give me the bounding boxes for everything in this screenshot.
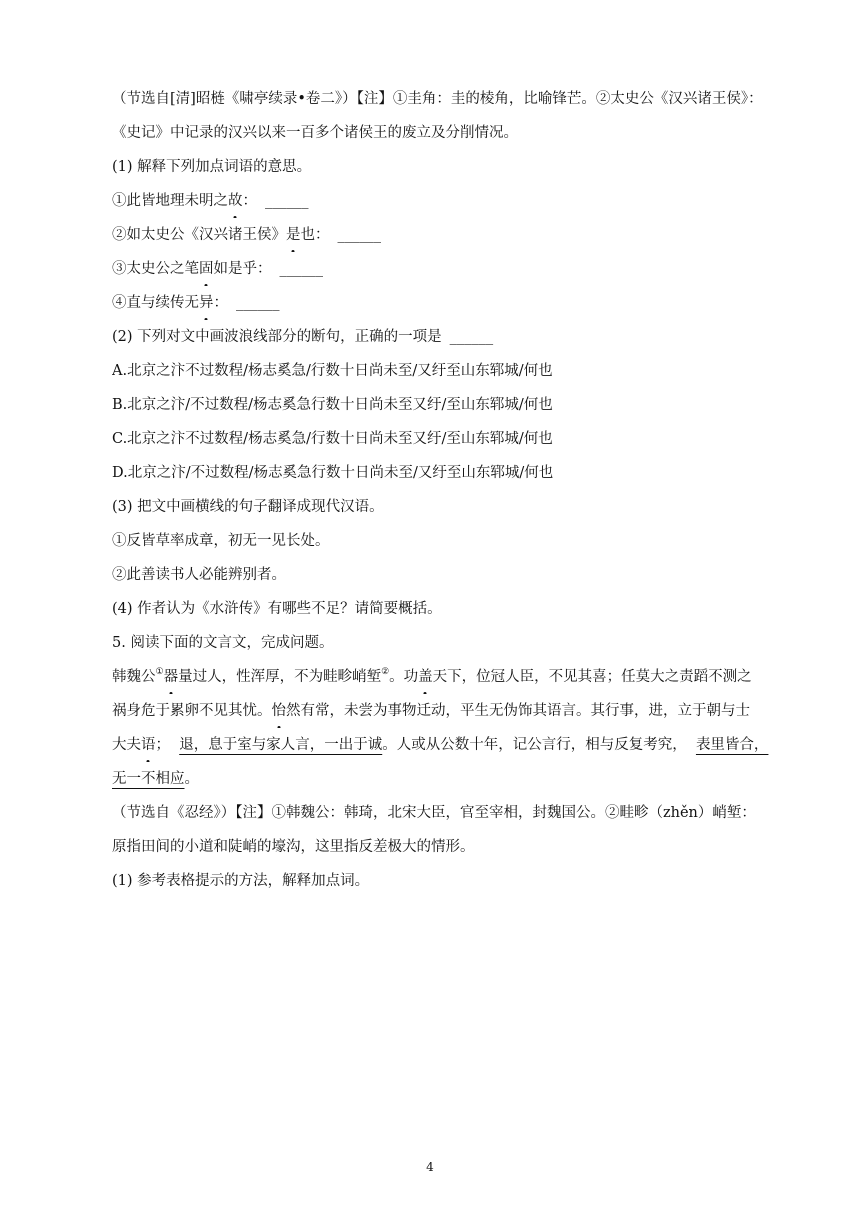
question-4-stem: (4) 作者认为《水浒传》有哪些不足？请简要概括。 bbox=[112, 601, 442, 617]
answer-blank: ______ bbox=[449, 329, 494, 345]
page-number: 4 bbox=[426, 1160, 434, 1174]
question-1-item-4: ④直与续传无异： ______ bbox=[112, 286, 778, 320]
passage-line-2: 祸身危于累卵不见其忧。怡然有常，未尝为事物迁动，平生无伪饰其语言。其行事，进，立于朝与士 bbox=[112, 694, 778, 728]
dotted-word: 盖 bbox=[418, 660, 433, 694]
footnote-mark: ① bbox=[155, 667, 164, 677]
dotted-word: 语 bbox=[141, 728, 156, 762]
question-2-option-c: C.北京之汴不过数程/杨志奚急/行数十日尚未至又纡/至山东郓城/何也 bbox=[112, 431, 553, 447]
answer-blank: ______ bbox=[279, 261, 323, 277]
dotted-word: 固 bbox=[199, 252, 214, 286]
question-5-sub-1: (1) 参考表格提示的方法，解释加点词。 bbox=[112, 873, 370, 889]
underlined-sentence: 退，息于室与家人言，一出于诚 bbox=[179, 737, 383, 753]
dotted-word: 怡 bbox=[272, 694, 287, 728]
question-5-stem: 5. 阅读下面的文言文，完成问题。 bbox=[112, 635, 334, 651]
question-3-stem: (3) 把文中画横线的句子翻译成现代汉语。 bbox=[112, 499, 384, 515]
question-3-item-1: ①反皆草率成章，初无一见长处。 bbox=[112, 533, 330, 549]
dotted-word: 异 bbox=[199, 286, 214, 320]
underlined-sentence: 无一不相应 bbox=[112, 771, 185, 787]
page-content bbox=[112, 82, 778, 898]
underlined-sentence: 表里皆合， bbox=[695, 737, 769, 753]
dotted-word: 故 bbox=[228, 184, 243, 218]
answer-blank: ______ bbox=[265, 193, 309, 209]
passage-line-3: 大夫语； 退，息于室与家人言，一出于诚。人或从公数十年，记公言行，相与反复考究， 表里皆合， bbox=[112, 728, 778, 762]
source-note-line-2: 《史记》中记录的汉兴以来一百多个诸侯王的废立及分削情况。 bbox=[112, 125, 518, 141]
passage-note-line-1: （节选自《忍经》）【注】①韩魏公：韩琦，北宋大臣，官至宰相，封魏国公。②畦畛（zhěn）峭堑： bbox=[112, 805, 756, 821]
question-2-option-b: B.北京之汴/不过数程/杨志奚急行数十日尚未至又纡/至山东郓城/何也 bbox=[112, 397, 553, 413]
dotted-word: 是 bbox=[286, 218, 301, 252]
question-1-stem: (1) 解释下列加点词语的意思。 bbox=[112, 159, 312, 175]
question-2-stem: (2) 下列对文中画波浪线部分的断句，正确的一项是 ______ bbox=[112, 320, 778, 354]
answer-blank: ______ bbox=[236, 295, 280, 311]
question-1-item-2: ②如太史公《汉兴诸王侯》是也： ______ bbox=[112, 218, 778, 252]
passage-line-4: 无一不相应。 bbox=[112, 771, 199, 787]
passage-note-line-2: 原指田间的小道和陡峭的壕沟，这里指反差极大的情形。 bbox=[112, 839, 475, 855]
passage-line-1: 韩魏公①器量过人，性浑厚，不为畦畛峭堑②。功盖天下，位冠人臣，不见其喜；任莫大之责蹈不测之 bbox=[112, 660, 778, 694]
question-1-item-1: ①此皆地理未明之故： ______ bbox=[112, 184, 778, 218]
footnote-mark: ② bbox=[381, 667, 390, 677]
answer-blank: ______ bbox=[337, 227, 381, 243]
question-3-item-2: ②此善读书人必能辨别者。 bbox=[112, 567, 286, 583]
question-2-option-a: A.北京之汴不过数程/杨志奚急/行数十日尚未至/又纡至山东郓城/何也 bbox=[112, 363, 553, 379]
question-1-item-3: ③太史公之笔固如是乎： ______ bbox=[112, 252, 778, 286]
question-2-option-d: D.北京之汴/不过数程/杨志奚急行数十日尚未至/又纡至山东郓城/何也 bbox=[112, 465, 554, 481]
source-note-line-1: （节选自[清]昭梿《啸亭续录•卷二》）【注】①圭角：圭的棱角，比喻锋芒。②太史公《汉兴诸王侯》： bbox=[112, 91, 763, 107]
dotted-word: 器 bbox=[164, 660, 179, 694]
